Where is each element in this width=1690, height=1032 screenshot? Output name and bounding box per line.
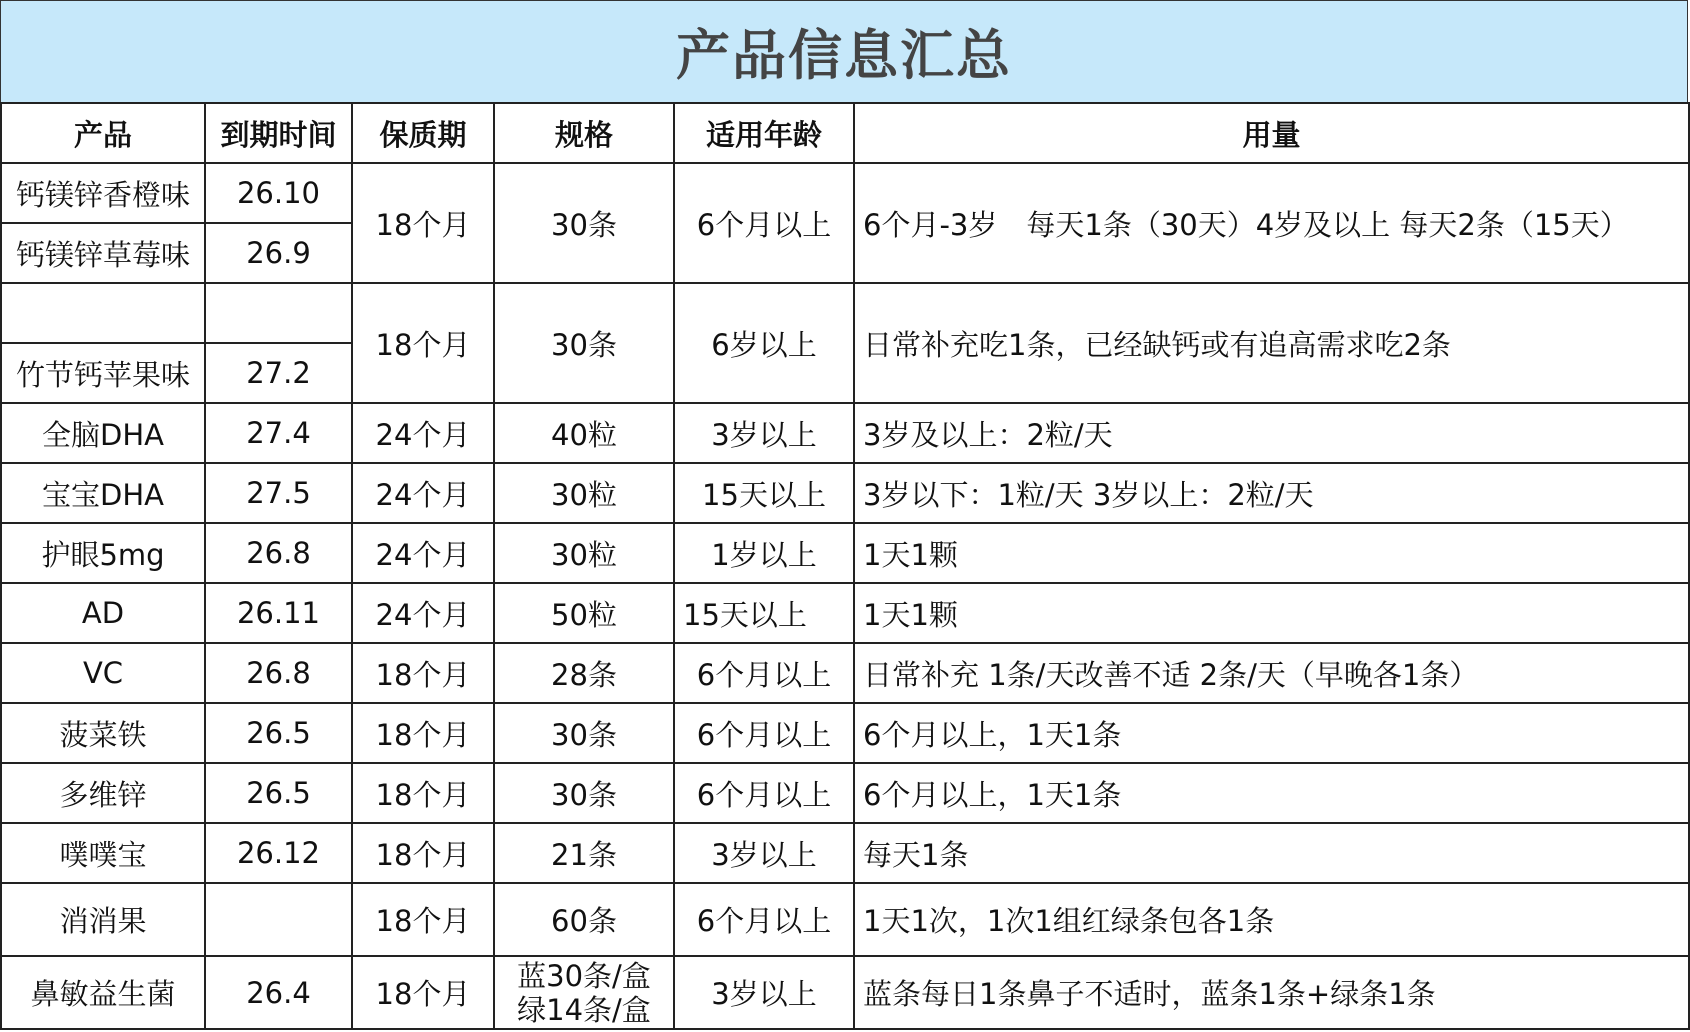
table-row — [1, 703, 1689, 763]
header-row — [1, 103, 1689, 163]
cell-expiry[interactable] — [205, 883, 352, 956]
cell-shelf-life[interactable]: 18个月 — [352, 763, 494, 823]
cell-dosage[interactable]: 3岁及以上：2粒/天 — [854, 403, 1689, 463]
cell-shelf-life[interactable]: 18个月 — [352, 823, 494, 883]
cell-spec[interactable]: 40粒 — [494, 403, 674, 463]
cell-dosage[interactable]: 日常补充 1条/天改善不适 2条/天（早晚各1条） — [854, 643, 1689, 703]
cell-dosage[interactable]: 1天1颗 — [854, 583, 1689, 643]
header-expiry: 到期时间 — [205, 103, 352, 163]
cell-product[interactable]: 鼻敏益生菌 — [1, 956, 205, 1029]
cell-age[interactable]: 3岁以上 — [674, 403, 854, 463]
cell-age[interactable]: 6个月以上 — [674, 703, 854, 763]
cell-dosage[interactable]: 每天1条 — [854, 823, 1689, 883]
header-shelf-life: 保质期 — [352, 103, 494, 163]
cell-product[interactable]: VC — [1, 643, 205, 703]
cell-dosage[interactable]: 蓝条每日1条鼻子不适时，蓝条1条+绿条1条 — [854, 956, 1689, 1029]
cell-shelf-life[interactable]: 24个月 — [352, 583, 494, 643]
cell-expiry[interactable]: 27.2 — [205, 343, 352, 403]
cell-expiry[interactable]: 26.12 — [205, 823, 352, 883]
table-row — [1, 643, 1689, 703]
cell-product[interactable]: 竹节钙苹果味 — [1, 343, 205, 403]
table-row — [1, 823, 1689, 883]
cell-shelf-life[interactable]: 24个月 — [352, 403, 494, 463]
cell-expiry[interactable]: 27.4 — [205, 403, 352, 463]
cell-age[interactable]: 15天以上 — [674, 463, 854, 523]
cell-product[interactable] — [1, 283, 205, 343]
cell-dosage[interactable]: 1天1次，1次1组红绿条包各1条 — [854, 883, 1689, 956]
table-row — [1, 883, 1689, 956]
cell-product[interactable]: 钙镁锌香橙味 — [1, 163, 205, 223]
cell-expiry[interactable]: 26.5 — [205, 703, 352, 763]
cell-expiry[interactable]: 27.5 — [205, 463, 352, 523]
cell-product[interactable]: 多维锌 — [1, 763, 205, 823]
cell-dosage[interactable]: 6个月以上，1天1条 — [854, 763, 1689, 823]
cell-spec[interactable]: 28条 — [494, 643, 674, 703]
cell-shelf-life[interactable]: 18个月 — [352, 703, 494, 763]
product-table — [0, 102, 1690, 1030]
cell-product[interactable]: 钙镁锌草莓味 — [1, 223, 205, 283]
cell-expiry[interactable]: 26.11 — [205, 583, 352, 643]
cell-age[interactable]: 3岁以上 — [674, 956, 854, 1029]
cell-age[interactable]: 3岁以上 — [674, 823, 854, 883]
table-row — [1, 583, 1689, 643]
table-row — [1, 763, 1689, 823]
cell-expiry[interactable]: 26.5 — [205, 763, 352, 823]
cell-dosage[interactable]: 日常补充吃1条，已经缺钙或有追高需求吃2条 — [854, 283, 1689, 403]
cell-expiry[interactable]: 26.10 — [205, 163, 352, 223]
cell-spec[interactable]: 30条 — [494, 163, 674, 283]
header-dosage: 用量 — [854, 103, 1689, 163]
cell-age[interactable]: 6个月以上 — [674, 883, 854, 956]
table-row — [1, 956, 1689, 1029]
header-product: 产品 — [1, 103, 205, 163]
table-row — [1, 463, 1689, 523]
table-row — [1, 163, 1689, 223]
header-age: 适用年龄 — [674, 103, 854, 163]
table-row — [1, 403, 1689, 463]
cell-dosage[interactable]: 6个月以上，1天1条 — [854, 703, 1689, 763]
cell-shelf-life[interactable]: 18个月 — [352, 643, 494, 703]
cell-product[interactable]: 噗噗宝 — [1, 823, 205, 883]
cell-product[interactable]: 全脑DHA — [1, 403, 205, 463]
cell-shelf-life[interactable]: 18个月 — [352, 956, 494, 1029]
cell-spec[interactable]: 30条 — [494, 283, 674, 403]
cell-spec[interactable]: 50粒 — [494, 583, 674, 643]
cell-expiry[interactable]: 26.8 — [205, 523, 352, 583]
cell-shelf-life[interactable]: 18个月 — [352, 283, 494, 403]
cell-spec[interactable]: 蓝30条/盒 绿14条/盒 — [494, 956, 674, 1029]
cell-product[interactable]: 消消果 — [1, 883, 205, 956]
cell-dosage[interactable]: 1天1颗 — [854, 523, 1689, 583]
cell-shelf-life[interactable]: 24个月 — [352, 523, 494, 583]
cell-spec[interactable]: 30粒 — [494, 463, 674, 523]
table-row — [1, 523, 1689, 583]
cell-age[interactable]: 15天以上 — [674, 583, 854, 643]
table-row — [1, 283, 1689, 343]
sheet-title: 产品信息汇总 — [676, 24, 1012, 87]
cell-expiry[interactable]: 26.4 — [205, 956, 352, 1029]
cell-spec[interactable]: 30条 — [494, 763, 674, 823]
cell-product[interactable]: 护眼5mg — [1, 523, 205, 583]
cell-expiry[interactable]: 26.9 — [205, 223, 352, 283]
cell-age[interactable]: 6岁以上 — [674, 283, 854, 403]
cell-spec[interactable]: 30粒 — [494, 523, 674, 583]
cell-dosage[interactable]: 6个月-3岁 每天1条（30天）4岁及以上 每天2条（15天） — [854, 163, 1689, 283]
cell-spec[interactable]: 21条 — [494, 823, 674, 883]
cell-spec[interactable]: 60条 — [494, 883, 674, 956]
cell-age[interactable]: 6个月以上 — [674, 163, 854, 283]
cell-shelf-life[interactable]: 24个月 — [352, 463, 494, 523]
cell-age[interactable]: 6个月以上 — [674, 643, 854, 703]
cell-product[interactable]: 宝宝DHA — [1, 463, 205, 523]
cell-age[interactable]: 6个月以上 — [674, 763, 854, 823]
cell-shelf-life[interactable]: 18个月 — [352, 163, 494, 283]
cell-dosage[interactable]: 3岁以下：1粒/天 3岁以上：2粒/天 — [854, 463, 1689, 523]
cell-product[interactable]: AD — [1, 583, 205, 643]
title-bar — [0, 0, 1688, 103]
cell-expiry[interactable] — [205, 283, 352, 343]
cell-expiry[interactable]: 26.8 — [205, 643, 352, 703]
cell-spec[interactable]: 30条 — [494, 703, 674, 763]
cell-age[interactable]: 1岁以上 — [674, 523, 854, 583]
header-spec: 规格 — [494, 103, 674, 163]
cell-shelf-life[interactable]: 18个月 — [352, 883, 494, 956]
cell-product[interactable]: 菠菜铁 — [1, 703, 205, 763]
